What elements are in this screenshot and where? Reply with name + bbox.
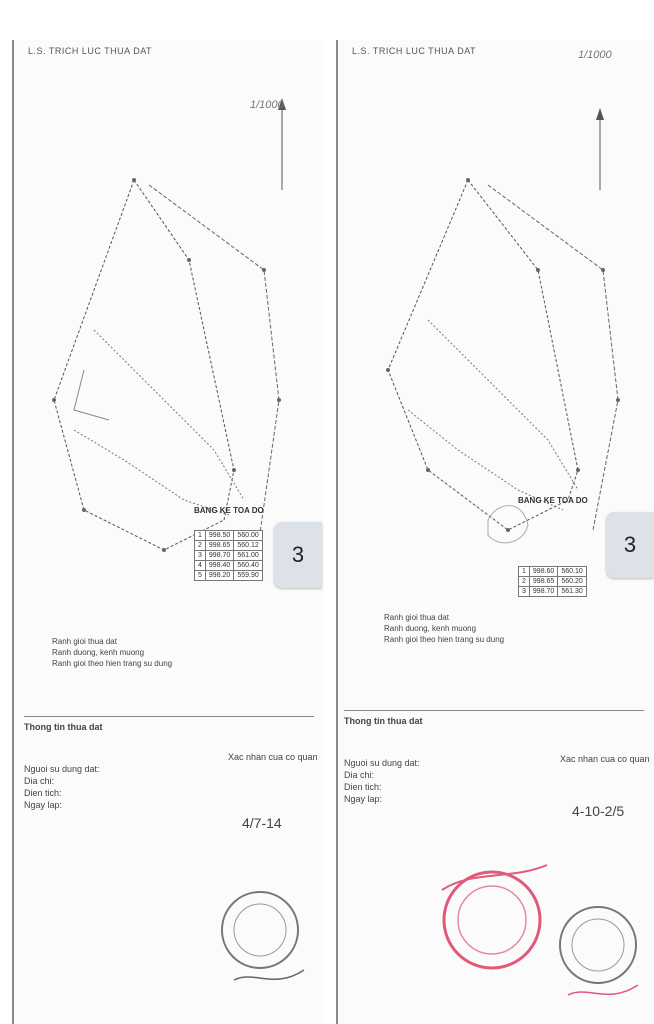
map-legend (384, 612, 504, 645)
info-title: Thong tin thua dat (344, 716, 423, 726)
table-cell: 998.40 (205, 561, 233, 571)
legend-line: Ranh gioi theo hien trang su dung (52, 659, 173, 668)
table-cell: 2 (195, 541, 206, 551)
legend-line: Ranh duong, kenh muong (52, 648, 145, 657)
info-line: Dia chi: (24, 776, 55, 786)
legend-line: Ranh gioi thua dat (384, 613, 449, 622)
table-cell: 560.00 (234, 531, 262, 541)
table-cell: 1 (519, 567, 530, 577)
info-line: Dien tich: (24, 788, 62, 798)
approval-value: 4-10-2/5 (572, 803, 625, 819)
sheet-header: L.S. TRICH LUC THUA DAT (28, 46, 153, 56)
parcel-info (24, 716, 314, 811)
scale-label: 1/1000 (250, 99, 284, 111)
table-cell: 4 (195, 561, 206, 571)
table-row (195, 561, 263, 571)
scale-label: 1/1000 (578, 49, 612, 61)
stamp-icon (548, 890, 648, 1010)
legend-line: Ranh gioi theo hien trang su dung (384, 635, 505, 644)
table-cell: 3 (519, 587, 530, 597)
coordinate-table (194, 530, 263, 581)
table-cell: 559.90 (234, 571, 262, 581)
page-badge-left[interactable]: 3 (274, 522, 322, 588)
table-cell: 560.20 (558, 577, 586, 587)
legend-line: Ranh duong, kenh muong (384, 624, 477, 633)
table-cell: 998.60 (529, 567, 557, 577)
table-cell: 560.12 (234, 541, 262, 551)
table-cell: 998.65 (529, 577, 557, 587)
table-cell: 998.70 (529, 587, 557, 597)
stamp-icon (214, 870, 314, 1000)
table-cell: 998.65 (205, 541, 233, 551)
table-cell: 2 (519, 577, 530, 587)
page-badge-right[interactable]: 3 (606, 512, 654, 578)
table-row (195, 531, 263, 541)
table-cell: 561.30 (558, 587, 586, 597)
info-line: Nguoi su dung dat: (24, 764, 100, 774)
table-cell: 998.20 (205, 571, 233, 581)
info-line: Ngay lap: (344, 794, 383, 804)
table-row (519, 577, 587, 587)
table-row (195, 551, 263, 561)
table-cell: 560.40 (234, 561, 262, 571)
coord-table-title: BANG KE TOA DO (194, 506, 264, 515)
table-cell: 561.00 (234, 551, 262, 561)
info-line: Dien tich: (344, 782, 382, 792)
table-row (195, 541, 263, 551)
sheet-header: L.S. TRICH LUC THUA DAT (352, 46, 477, 56)
coord-table-title: BANG KE TOA DO (518, 496, 588, 505)
table-cell: 5 (195, 571, 206, 581)
info-line: Nguoi su dung dat: (344, 758, 420, 768)
legend-line: Ranh gioi thua dat (52, 637, 117, 646)
coordinate-table (518, 566, 587, 597)
table-cell: 998.50 (205, 531, 233, 541)
table-cell: 1 (195, 531, 206, 541)
approval-label: Xac nhan cua co quan (560, 754, 650, 764)
red-stamp-icon (432, 850, 552, 1000)
info-line: Ngay lap: (24, 800, 63, 810)
table-cell: 998.70 (205, 551, 233, 561)
info-title: Thong tin thua dat (24, 722, 103, 732)
table-row (195, 571, 263, 581)
table-cell: 3 (195, 551, 206, 561)
cadastral-map (338, 70, 654, 670)
table-row (519, 567, 587, 577)
info-line: Dia chi: (344, 770, 375, 780)
approval-label: Xac nhan cua co quan (228, 752, 318, 762)
approval-value: 4/7-14 (242, 815, 282, 831)
table-cell: 560.10 (558, 567, 586, 577)
map-legend (52, 636, 172, 669)
table-row (519, 587, 587, 597)
